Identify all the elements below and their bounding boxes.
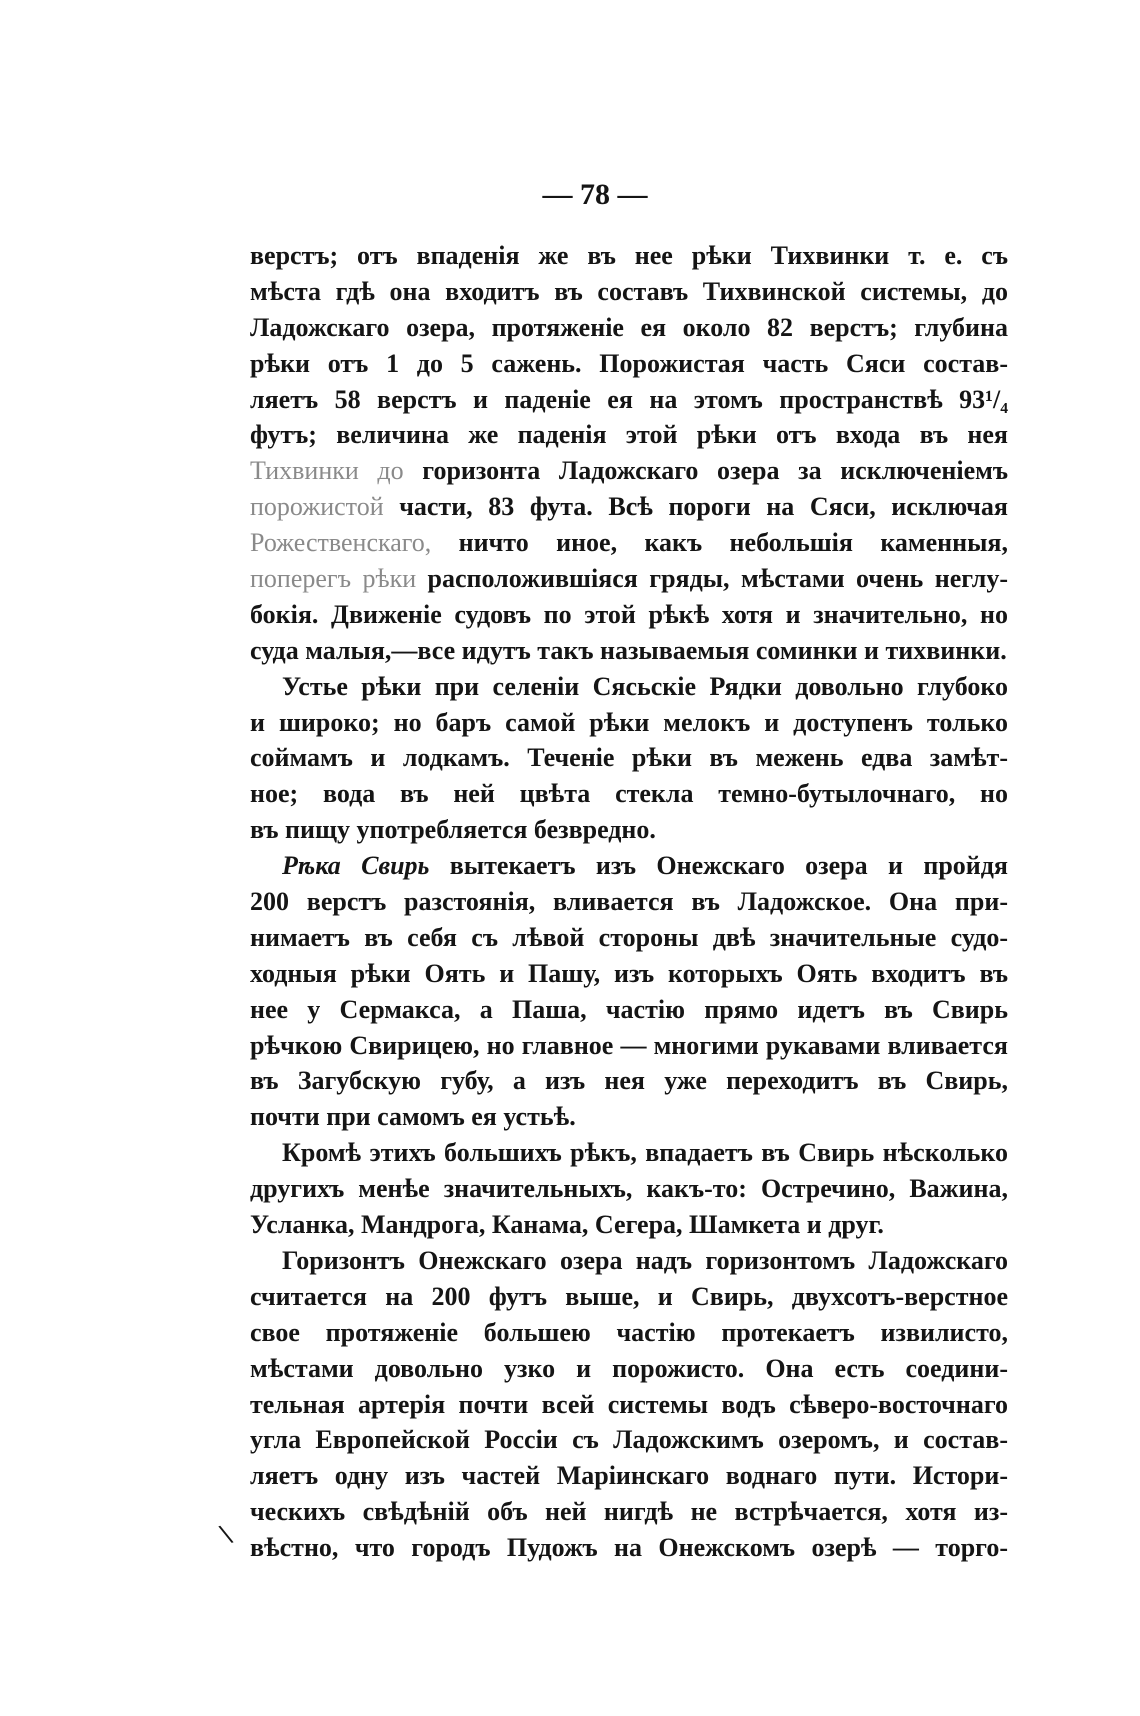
page-number: — 78 — (542, 178, 648, 211)
faded-text: Рожественскаго, (250, 528, 432, 558)
text-line: почти при самомъ ея устьѣ. (250, 1102, 576, 1132)
text-line: рѣчкою Свирицею, но главное — многими рукавами вливается (250, 1030, 1008, 1060)
text-line (250, 561, 1008, 597)
line-text: расположившіяся гряды, мѣстами очень неглу- (416, 564, 1008, 594)
paragraph-2 (250, 669, 1008, 848)
text-line (250, 848, 1008, 884)
text-line: соймамъ и лодкамъ. Теченіе рѣки въ межень едва замѣт- (250, 743, 1008, 773)
text-line: въ Загубскую губу, а изъ нея уже переходитъ въ Свирь, (250, 1066, 1008, 1096)
line-text: ничто иное, какъ небольшія каменныя, (431, 528, 1008, 558)
paragraph-3 (250, 848, 1008, 1135)
text-line: Ладожскаго озера, протяженіе ея около 82 верстъ; глубина (250, 312, 1008, 342)
text-line: 200 верстъ разстоянія, вливается въ Ладожское. Она при- (250, 887, 1008, 917)
text-line: футъ; величина же паденія этой рѣки отъ входа въ нея (250, 420, 1008, 450)
text-line: угла Европейской Россіи съ Ладожскимъ озеромъ, и состав- (250, 1425, 1008, 1455)
text-line (250, 525, 1008, 561)
text-line: въ пищу употребляется безвредно. (250, 815, 656, 845)
text-line (250, 453, 1008, 489)
text-line: тельная артерія почти всей системы водъ сѣверо-восточнаго (250, 1389, 1008, 1419)
margin-mark: \ (216, 1517, 236, 1552)
line-text: части, 83 фута. Всѣ пороги на Сяси, исключая (383, 492, 1008, 522)
faded-text: Тихвинки до (250, 456, 404, 486)
text-line: ное; вода въ ней цвѣта стекла темно-бутылочнаго, но (250, 779, 1008, 809)
text-line: считается на 200 футъ выше, и Свирь, двухсотъ-верстное (250, 1281, 1008, 1311)
text-line: мѣста гдѣ она входитъ въ составъ Тихвинской системы, до (250, 276, 1008, 306)
text-line: рѣки отъ 1 до 5 сажень. Порожистая часть Сяси состав- (250, 348, 1008, 378)
text-line: нимаетъ въ себя съ лѣвой стороны двѣ значительные судо- (250, 922, 1008, 952)
faded-text: порожистой (250, 492, 384, 522)
text-line: Устье рѣки при селеніи Сясьскіе Рядки довольно глубоко (282, 671, 1008, 701)
text-line: Горизонтъ Онежскаго озера надъ горизонтомъ Ладожскаго (282, 1245, 1008, 1275)
text-line (250, 489, 1008, 525)
text-line: бокія. Движеніе судовъ по этой рѣкѣ хотя и значительно, но (250, 599, 1008, 629)
text-line: ляетъ 58 верстъ и паденіе ея на этомъ пространствѣ 93¹/₄ (250, 384, 1008, 414)
text-line: Усланка, Мандрога, Канама, Сегера, Шамкета и друг. (250, 1210, 884, 1240)
faded-text: поперегъ рѣки (250, 564, 417, 594)
body-text (250, 238, 1008, 1566)
text-line: и широко; но баръ самой рѣки мелокъ и доступенъ только (250, 707, 1008, 737)
text-line: свое протяженіе большею частію протекаетъ извилисто, (250, 1317, 1008, 1347)
line-text: горизонта Ладожскаго озера за исключеніемъ (403, 456, 1008, 486)
text-line: вѣстно, что городъ Пудожъ на Онежскомъ озерѣ — торго- (250, 1533, 1008, 1563)
line-text: вытекаетъ изъ Онежскаго озера и пройдя (429, 851, 1008, 881)
text-line: ляетъ одну изъ частей Маріинскаго воднаго пути. Истори- (250, 1461, 1008, 1491)
text-line: ческихъ свѣдѣній объ ней нигдѣ не встрѣчается, хотя из- (250, 1497, 1008, 1527)
text-line: ходныя рѣки Оять и Пашу, изъ которыхъ Оять входитъ въ (250, 958, 1008, 988)
text-line: другихъ менѣе значительныхъ, какъ-то: Остречино, Важина, (250, 1174, 1008, 1204)
paragraph-5 (250, 1243, 1008, 1566)
text-line: мѣстами довольно узко и порожисто. Она есть соедини- (250, 1353, 1008, 1383)
text-line: Кромѣ этихъ большихъ рѣкъ, впадаетъ въ Свирь нѣсколько (282, 1138, 1008, 1168)
text-line: верстъ; отъ впаденія же въ нее рѣки Тихвинки т. е. съ (250, 241, 1008, 270)
text-line: суда малыя,—все идутъ такъ называемыя соминки и тихвинки. (250, 635, 1007, 665)
paragraph-4 (250, 1135, 1008, 1243)
text-line: нее у Сермакса, а Паша, частію прямо идетъ въ Свирь (250, 994, 1008, 1024)
italic-heading: Рѣка Свирь (282, 851, 430, 881)
paragraph-1 (250, 238, 1008, 669)
